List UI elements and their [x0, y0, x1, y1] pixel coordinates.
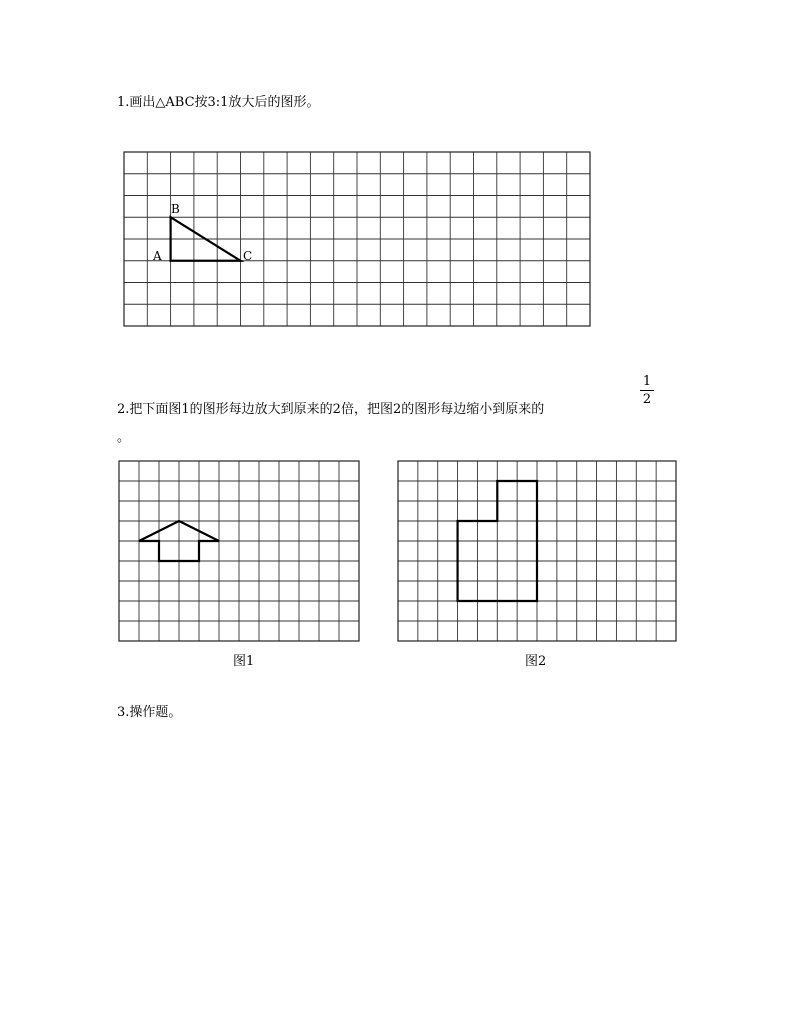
fraction-numerator: 1	[642, 374, 652, 389]
figure-1-grid	[119, 461, 359, 641]
point-label-c: C	[243, 249, 253, 263]
fraction-denominator: 2	[642, 392, 652, 407]
triangle-grid	[124, 152, 590, 326]
figure-2-grid	[398, 461, 676, 641]
question-2-continuation: 。	[117, 430, 131, 445]
figure-2-caption: 图2	[525, 654, 547, 669]
point-label-b: B	[171, 202, 180, 216]
question-3-text: 3.操作题。	[117, 705, 182, 720]
figure-1-caption: 图1	[233, 654, 255, 669]
question-1-text: 1.画出△ABC按3:1放大后的图形。	[117, 95, 320, 110]
question-2-text: 2.把下面图1的图形每边放大到原来的2倍，把图2的图形每边缩小到原来的	[117, 402, 545, 417]
point-label-a: A	[153, 249, 162, 263]
